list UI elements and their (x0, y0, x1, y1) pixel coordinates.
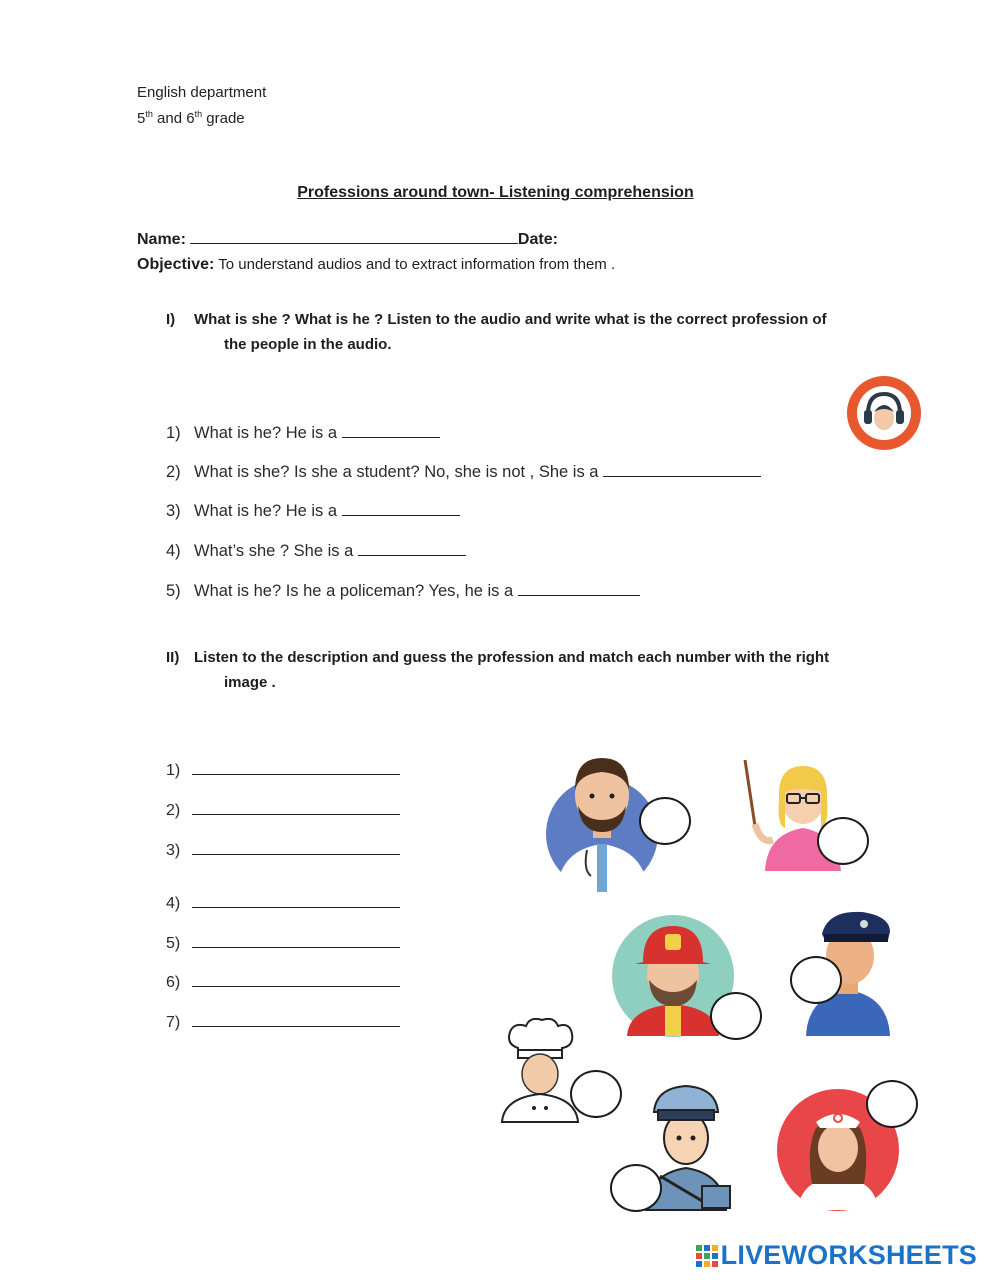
match-answer-6: 6) (166, 972, 400, 992)
question-1: 1) What is he? He is a (166, 423, 440, 443)
name-date-row (137, 229, 558, 249)
objective-label: Objective: (137, 256, 215, 273)
question-2: 2) What is she? Is she a student? No, she is not , She is a (166, 462, 761, 482)
section1-instruction-line1: What is she ? What is he ? Listen to the audio and write what is the correct profession of (194, 311, 827, 328)
match-blank-5[interactable] (192, 933, 400, 948)
objective-row (137, 256, 615, 274)
question-4: 4) What’s she ? She is a (166, 541, 466, 561)
answer-blank-4[interactable] (358, 541, 466, 556)
name-field[interactable] (190, 229, 518, 244)
answer-blank-1[interactable] (342, 423, 440, 438)
name-label: Name: (137, 231, 186, 248)
section1-instruction-line2: the people in the audio. (224, 336, 392, 353)
headphones-listener-icon (843, 374, 925, 452)
objective-text: To understand audios and to extract information from them . (214, 256, 616, 273)
match-blank-2[interactable] (192, 800, 400, 815)
nurse-answer-circle[interactable] (866, 1080, 918, 1128)
question-3: 3) What is he? He is a (166, 501, 460, 521)
section1-numeral: I) (166, 311, 176, 328)
section2-instruction-line2: image . (224, 674, 276, 691)
section2-instruction-line1: Listen to the description and guess the profession and match each number with the right (194, 649, 830, 666)
firefighter-answer-circle[interactable] (710, 992, 762, 1040)
match-blank-4[interactable] (192, 893, 400, 908)
answer-blank-3[interactable] (342, 501, 460, 516)
chef-answer-circle[interactable] (570, 1070, 622, 1118)
logo-text: LIVEWORKSHEETS (720, 1240, 977, 1270)
match-blank-1[interactable] (192, 760, 400, 775)
answer-blank-5[interactable] (518, 581, 640, 596)
match-answer-2: 2) (166, 800, 400, 820)
match-answer-7: 7) (166, 1012, 400, 1032)
grade-label: 5th and 6th grade (137, 109, 245, 127)
match-blank-3[interactable] (192, 840, 400, 855)
postman-answer-circle[interactable] (610, 1164, 662, 1212)
chef-icon (500, 1018, 580, 1123)
liveworksheets-logo[interactable] (696, 1240, 977, 1271)
doctor-answer-circle[interactable] (639, 797, 691, 845)
match-answer-5: 5) (166, 933, 400, 953)
policeman-answer-circle[interactable] (790, 956, 842, 1004)
match-blank-6[interactable] (192, 972, 400, 987)
match-answer-1: 1) (166, 760, 400, 780)
question-5: 5) What is he? Is he a policeman? Yes, he is a (166, 581, 640, 601)
date-label: Date: (517, 231, 558, 248)
department-label: English department (137, 84, 267, 101)
worksheet-title: Professions around town- Listening comprehension (297, 184, 694, 201)
match-answer-3: 3) (166, 840, 400, 860)
teacher-answer-circle[interactable] (817, 817, 869, 865)
logo-grid-icon (696, 1245, 718, 1267)
answer-blank-2[interactable] (603, 462, 761, 477)
match-blank-7[interactable] (192, 1012, 400, 1027)
match-answer-4: 4) (166, 893, 400, 913)
section2-numeral: II) (166, 649, 180, 666)
